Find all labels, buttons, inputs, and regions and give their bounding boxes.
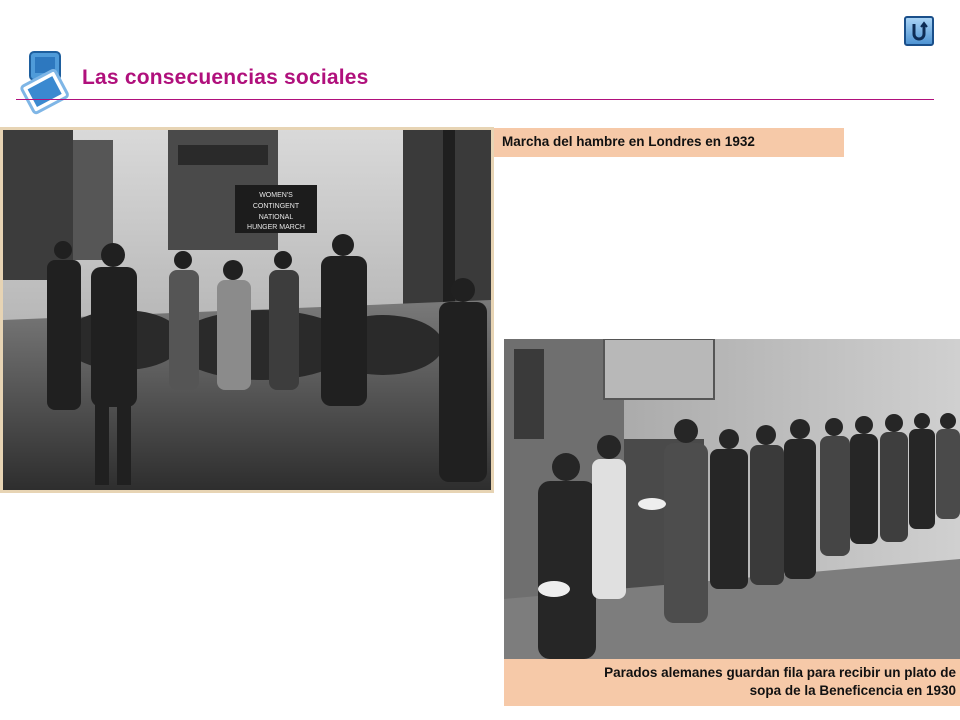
banner-line-1: WOMEN'S bbox=[259, 192, 293, 199]
photo-caption-london: Marcha del hambre en Londres en 1932 bbox=[494, 128, 844, 157]
photo-caption-soup-line bbox=[504, 659, 960, 706]
german-unemployed-soup-line-photo bbox=[504, 339, 960, 659]
caption-line-2: sopa de la Beneficencia en 1930 bbox=[749, 683, 956, 698]
banner-line-2: CONTINGENT bbox=[252, 203, 300, 210]
title-divider bbox=[16, 99, 934, 100]
london-hunger-march-photo bbox=[0, 127, 494, 493]
caption-line-1: Parados alemanes guardan fila para recibir un plato de bbox=[604, 665, 956, 680]
banner-line-3: NATIONAL bbox=[258, 214, 294, 221]
u-turn-back-icon bbox=[908, 20, 930, 42]
banner-line-4: HUNGER MARCH bbox=[247, 224, 305, 231]
page-title: Las consecuencias sociales bbox=[82, 66, 369, 89]
back-button[interactable] bbox=[904, 16, 934, 46]
stacked-monitors-icon bbox=[20, 50, 72, 116]
